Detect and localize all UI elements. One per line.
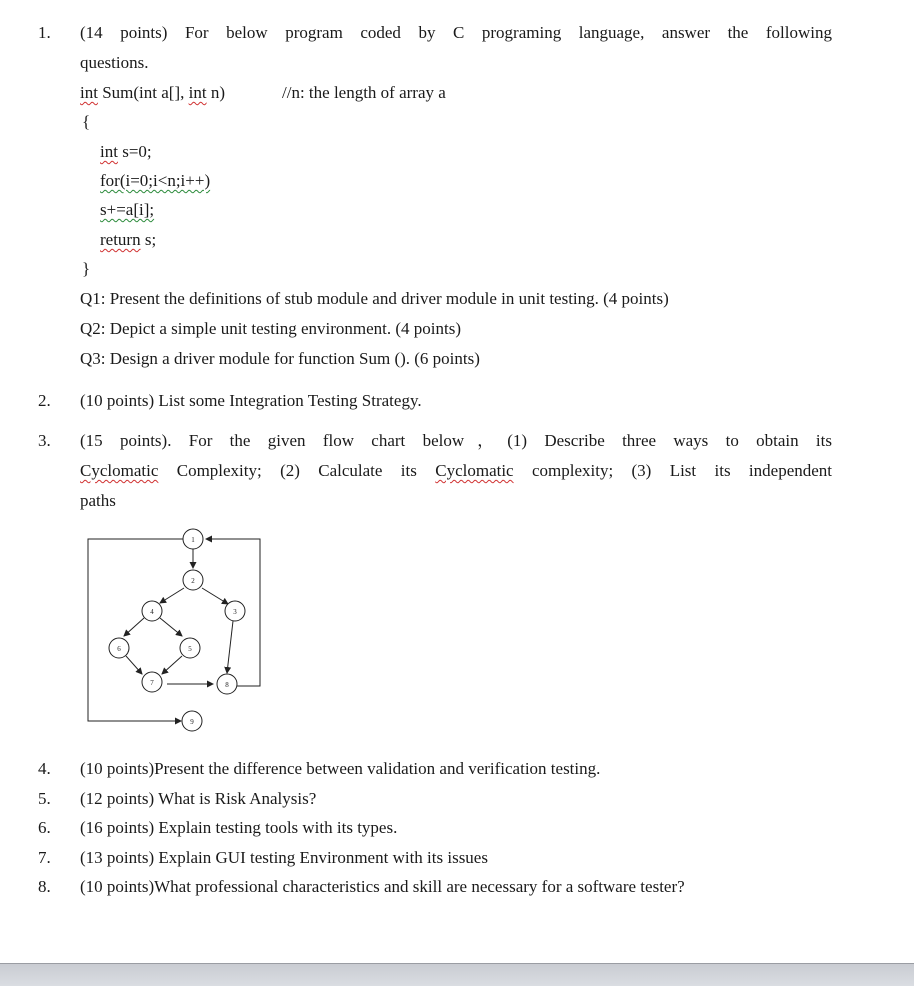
flow-nodes bbox=[109, 529, 245, 731]
code-open-brace: { bbox=[82, 112, 91, 131]
code-keyword: int bbox=[188, 83, 207, 102]
flow-node bbox=[109, 638, 129, 658]
flow-node bbox=[217, 674, 237, 694]
question-5-text: (12 points) What is Risk Analysis? bbox=[80, 789, 317, 808]
flow-node bbox=[225, 601, 245, 621]
code-comment: //n: the length of array a bbox=[282, 83, 446, 102]
edge-2-4 bbox=[160, 588, 184, 603]
flow-node bbox=[142, 601, 162, 621]
question-7-number: 7. bbox=[38, 848, 51, 867]
edge-3-8 bbox=[227, 621, 233, 673]
question-1-text: (14 points) For below program coded by C programing language, answer the following bbox=[80, 23, 832, 42]
question-4-number: 4. bbox=[38, 759, 51, 778]
flow-node bbox=[180, 638, 200, 658]
flow-edges bbox=[88, 539, 260, 721]
code-text: s; bbox=[140, 230, 157, 249]
question-4-text: (10 points)Present the difference between validation and verification testing. bbox=[80, 759, 601, 778]
node-label: 3 bbox=[233, 608, 237, 616]
flow-node bbox=[183, 529, 203, 549]
window-bottom-bar bbox=[0, 963, 914, 986]
flow-chart bbox=[82, 522, 272, 744]
code-text: s=0; bbox=[117, 142, 152, 161]
spellcheck-word: Cyclomatic bbox=[435, 461, 514, 480]
code-text: s+=a[i]; bbox=[100, 200, 155, 219]
code-return bbox=[100, 229, 156, 251]
text-span: Complexity; (2) Calculate its bbox=[158, 461, 436, 480]
question-3-text-end: paths bbox=[80, 491, 116, 510]
code-close-brace: } bbox=[82, 259, 91, 278]
code-accumulate bbox=[100, 199, 154, 221]
code-keyword: int bbox=[100, 142, 118, 161]
question-2-text: (10 points) List some Integration Testing Strategy. bbox=[80, 391, 422, 410]
question-8-text: (10 points)What professional characteristics and skill are necessary for a software tester? bbox=[80, 877, 685, 896]
node-label: 5 bbox=[188, 645, 192, 653]
question-3-number: 3. bbox=[38, 431, 51, 450]
question-6-text: (16 points) Explain testing tools with its types. bbox=[80, 818, 398, 837]
text-span: complexity; (3) List its independent bbox=[513, 461, 833, 480]
edge-4-5 bbox=[160, 618, 182, 636]
code-declaration bbox=[100, 141, 152, 163]
code-signature bbox=[80, 82, 225, 104]
edge-4-6 bbox=[124, 618, 144, 636]
question-2-number: 2. bbox=[38, 391, 51, 410]
code-text: for(i=0;i<n;i++) bbox=[100, 171, 211, 190]
subquestion-3: Q3: Design a driver module for function Sum (). (6 points) bbox=[80, 349, 480, 368]
edge-6-7 bbox=[126, 656, 142, 674]
node-label: 8 bbox=[225, 681, 229, 689]
flow-node bbox=[182, 711, 202, 731]
subquestion-2: Q2: Depict a simple unit testing environment. (4 points) bbox=[80, 319, 462, 338]
code-text: n) bbox=[206, 83, 225, 102]
node-label: 7 bbox=[150, 679, 154, 687]
question-5-number: 5. bbox=[38, 789, 51, 808]
code-keyword: return bbox=[100, 230, 141, 249]
node-label: 6 bbox=[117, 645, 121, 653]
node-label: 2 bbox=[191, 577, 195, 585]
edge-5-7 bbox=[162, 656, 182, 674]
question-3-text: (15 points). For the given flow chart below，(1) Describe three ways to obtain its bbox=[80, 431, 832, 450]
node-label: 1 bbox=[191, 536, 195, 544]
question-3-text-cont bbox=[80, 460, 832, 482]
flow-node bbox=[142, 672, 162, 692]
node-label: 9 bbox=[190, 718, 194, 726]
edge-2-3 bbox=[202, 588, 228, 604]
question-7-text: (13 points) Explain GUI testing Environment with its issues bbox=[80, 848, 488, 867]
flow-node bbox=[183, 570, 203, 590]
spellcheck-word: Cyclomatic bbox=[80, 461, 159, 480]
question-8-number: 8. bbox=[38, 877, 51, 896]
question-6-number: 6. bbox=[38, 818, 51, 837]
question-1-number: 1. bbox=[38, 23, 51, 42]
edge-1-9 bbox=[88, 539, 184, 721]
subquestion-1: Q1: Present the definitions of stub module and driver module in unit testing. (4 points) bbox=[80, 289, 669, 308]
code-text: Sum(int a[], bbox=[97, 83, 189, 102]
code-loop bbox=[100, 170, 210, 192]
node-label: 4 bbox=[150, 608, 154, 616]
question-1-text-cont: questions. bbox=[80, 53, 149, 72]
code-keyword: int bbox=[80, 83, 98, 102]
